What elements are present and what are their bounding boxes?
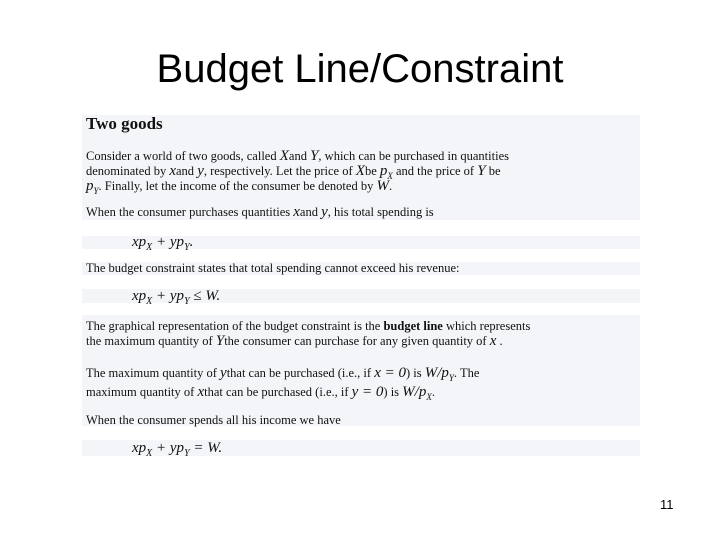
math-base: p: [86, 178, 94, 194]
math-var-x: x: [293, 204, 300, 220]
equation-budget-constraint: [132, 287, 220, 311]
spends-all-line: When the consumer spends all his income we have: [86, 413, 341, 427]
math: + yp: [152, 440, 185, 456]
text: and: [176, 164, 198, 178]
text: When the consumer purchases quantities: [86, 205, 294, 219]
math: + yp: [152, 288, 185, 304]
math: W/p: [424, 365, 449, 381]
maximum-line-2: [86, 385, 435, 405]
text: maximum quantity of: [86, 385, 198, 399]
equation-budget-line: [132, 439, 222, 463]
text: denominated by: [86, 164, 170, 178]
math-sub: X: [387, 171, 393, 181]
math-var-y: y: [197, 163, 204, 179]
text: and: [299, 205, 322, 219]
math-sub: X: [146, 242, 153, 253]
math-sub: Y: [448, 373, 454, 383]
spending-line: [86, 205, 434, 220]
text: The maximum quantity of: [86, 366, 221, 380]
math: + yp: [152, 234, 185, 250]
text: . Finally, let the income of the consumer be denoted by: [98, 179, 377, 193]
text: which represents: [442, 319, 531, 333]
text: The graphical representation of the budget constraint is the: [86, 319, 384, 333]
intro-line-1: [86, 149, 509, 164]
math-condition: x = 0: [374, 365, 406, 381]
text: , which can be purchased in quantities: [318, 149, 509, 163]
math-var-y: y: [321, 204, 328, 220]
constraint-line: The budget constraint states that total spending cannot exceed his revenue:: [86, 261, 460, 275]
math-sub: Y: [184, 296, 190, 307]
text: be: [488, 164, 501, 178]
math: xp: [132, 440, 147, 456]
graphical-line-1: [86, 319, 530, 334]
math-var-Y: Y: [215, 333, 225, 349]
text: . The: [453, 366, 480, 380]
text: and: [288, 149, 311, 163]
math-var-X: X: [355, 163, 365, 179]
text: ) is: [383, 385, 403, 399]
math: = W.: [189, 440, 223, 456]
math-price-y: [86, 178, 99, 194]
text: Consider a world of two goods, called: [86, 149, 280, 163]
text: that can be purchased (i.e., if: [226, 366, 375, 380]
text: , his total spending is: [327, 205, 434, 219]
math-var-Y: Y: [310, 148, 319, 164]
math-base: p: [379, 163, 388, 179]
text: and the price of: [392, 164, 478, 178]
budget-line-term: budget line: [383, 319, 443, 333]
text: that can be purchased (i.e., if: [204, 385, 352, 399]
math-var-W: W: [376, 178, 389, 194]
math: xp: [132, 288, 147, 304]
math-var-x: x: [489, 333, 497, 349]
graphical-line-2: [86, 334, 503, 349]
text: .: [388, 179, 393, 193]
math-sub: Y: [93, 186, 99, 196]
text: , respectively. Let the price of: [203, 164, 356, 178]
math: .: [189, 234, 194, 250]
equation-total-spending: [132, 233, 193, 257]
section-heading: Two goods: [86, 114, 163, 133]
slide-title: Budget Line/Constraint: [156, 47, 564, 91]
text: be: [364, 164, 380, 178]
maximum-line-1: [86, 366, 479, 386]
text: ) is: [405, 366, 425, 380]
page-number: 11: [660, 497, 674, 512]
math-fraction: [402, 384, 432, 400]
math: xp: [132, 234, 147, 250]
math-price-x: [380, 163, 393, 179]
math-fraction: [425, 365, 454, 381]
math-sub: X: [426, 392, 432, 402]
text: the maximum quantity of: [86, 334, 216, 348]
intro-line-3: [86, 179, 392, 199]
math-var-Y: Y: [477, 163, 486, 179]
text: .: [431, 385, 435, 399]
math-var-y: y: [220, 365, 227, 381]
math-sub: Y: [184, 242, 190, 253]
math-condition: y = 0: [351, 384, 384, 400]
math: W/p: [402, 384, 427, 400]
math-sub: X: [146, 296, 153, 307]
math-sub: X: [146, 448, 153, 459]
math: ≤ W.: [189, 288, 221, 304]
math-var-X: X: [279, 148, 289, 164]
math-var-x: x: [169, 163, 176, 179]
text: .: [496, 334, 503, 348]
math-var-x: x: [197, 384, 205, 400]
text: the consumer can purchase for any given quantity of: [224, 334, 490, 348]
math-sub: Y: [184, 448, 190, 459]
